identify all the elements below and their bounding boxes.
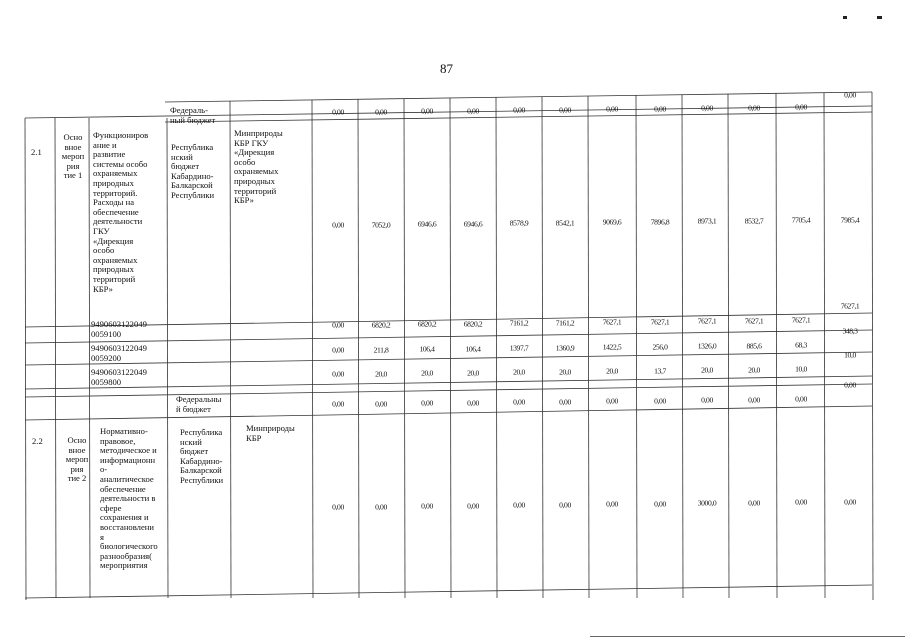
value-cell: 20,0	[748, 365, 760, 375]
table-rule	[89, 118, 90, 598]
table-rule	[25, 585, 872, 598]
table-rule	[25, 330, 872, 343]
value-cell: 211,8	[373, 345, 389, 355]
value-cell: 20,0	[467, 368, 479, 378]
table-rule	[872, 92, 873, 600]
table-rule	[682, 95, 683, 598]
value-cell: 0,00	[559, 500, 571, 510]
value-cell: 0,00	[606, 396, 618, 406]
value-cell: 20,0	[701, 365, 713, 375]
table-rule	[588, 96, 589, 598]
value-cell: 0,00	[332, 502, 344, 512]
value-cell: 0,00	[375, 107, 387, 117]
value-cell: 0,00	[844, 90, 856, 100]
funding-source-cell: Федеральны й бюджет	[176, 394, 222, 414]
value-cell: 6820,2	[417, 319, 437, 329]
budget-code-cell: 9490603122049 0059800	[91, 367, 147, 387]
value-cell: 10,0	[844, 350, 856, 360]
value-cell: 0,00	[467, 501, 479, 511]
event-name-cell: Нормативно- правовое, методическое и информационн о- аналитическое обеспечение деятельности в сфере сохранения и восстановлени я биологического разнообразия( мероприятия	[100, 426, 158, 571]
value-cell: 7627,1	[602, 317, 622, 327]
funding-source-cell: Федераль- ный бюджет	[170, 105, 216, 125]
value-cell: 13,7	[654, 366, 666, 376]
table-rule	[25, 352, 872, 365]
table-rule	[25, 118, 26, 600]
value-cell: 10,0	[795, 364, 807, 374]
table-rule	[55, 118, 56, 598]
value-cell: 7985,4	[840, 215, 860, 225]
value-cell: 0,00	[654, 396, 666, 406]
table-rule	[230, 101, 231, 598]
value-cell: 7161,2	[555, 318, 575, 328]
value-cell: 885,6	[746, 341, 762, 351]
value-cell: 0,00	[559, 397, 571, 407]
budget-code-cell: 9490603122049 0059200	[91, 343, 147, 363]
value-cell: 0,00	[513, 105, 525, 115]
value-cell: 1397,7	[509, 343, 529, 353]
value-cell: 0,00	[748, 498, 760, 508]
value-cell: 0,00	[513, 500, 525, 510]
value-cell: 20,0	[375, 369, 387, 379]
value-cell: 0,00	[332, 220, 344, 230]
executor-cell: Минприроды КБР	[246, 423, 295, 443]
value-cell: 0,00	[654, 104, 666, 114]
table-rule	[167, 118, 168, 598]
value-cell: 348,3	[842, 326, 858, 336]
table-rule	[824, 93, 825, 598]
value-cell: 1422,5	[602, 342, 622, 352]
event-status-cell: Осно вное мероп рия тие 1	[61, 132, 85, 181]
table-rule	[542, 97, 543, 598]
page-number: 87	[440, 61, 453, 76]
value-cell: 0,00	[748, 395, 760, 405]
table-rule	[496, 97, 497, 598]
value-cell: 7627,1	[744, 316, 764, 326]
value-cell: 0,00	[332, 345, 344, 355]
value-cell: 0,00	[421, 398, 433, 408]
value-cell: 9069,6	[602, 217, 622, 227]
value-cell: 7896,8	[650, 217, 670, 227]
value-cell: 7627,1	[697, 316, 717, 326]
value-cell: 106,4	[465, 344, 481, 354]
value-cell: 20,0	[606, 366, 618, 376]
value-cell: 0,00	[332, 369, 344, 379]
budget-code-cell: 9490603122049 0059100	[91, 319, 147, 339]
value-cell: 0,00	[795, 102, 807, 112]
value-cell: 0,00	[795, 394, 807, 404]
row-number-cell: 2.2	[32, 436, 43, 446]
value-cell: 8532,7	[744, 216, 764, 226]
value-cell: 7627,1	[650, 317, 670, 327]
value-cell: 0,00	[606, 104, 618, 114]
value-cell: 0,00	[421, 106, 433, 116]
row-number-cell: 2.1	[31, 147, 42, 157]
event-name-cell: Функциониров ание и развитие системы особо охраняемых природных территорий. Расходы на обеспечение деятельности ГКУ «Дирекция особо охраняемых природных территорий КБР»	[93, 130, 149, 294]
value-cell: 7705,4	[791, 215, 811, 225]
table-rule	[404, 99, 405, 598]
value-cell: 0,00	[375, 399, 387, 409]
value-cell: 0,00	[332, 320, 344, 330]
value-cell: 6820,2	[371, 320, 391, 330]
funding-source-cell: Республика нский бюджет Кабардино- Балкарской Республики	[171, 142, 215, 200]
value-cell: 8973,1	[697, 216, 717, 226]
table-rule	[25, 384, 872, 397]
value-cell: 6820,2	[463, 319, 483, 329]
value-cell: 106,4	[419, 344, 435, 354]
value-cell: 7161,2	[509, 318, 529, 328]
value-cell: 0,00	[795, 497, 807, 507]
table-rule	[358, 99, 359, 598]
value-cell: 20,0	[421, 368, 433, 378]
value-cell: 1360,9	[555, 343, 575, 353]
value-cell: 0,00	[701, 103, 713, 113]
value-cell: 7627,1	[840, 301, 860, 311]
value-cell: 256,0	[652, 342, 668, 352]
value-cell: 0,00	[467, 398, 479, 408]
table-rule	[25, 406, 872, 420]
value-cell: 7052,0	[371, 220, 391, 230]
value-cell: 0,00	[559, 105, 571, 115]
table-rule	[165, 92, 872, 102]
table-rule	[312, 100, 313, 598]
funding-source-cell: Республика нский бюджет Кабардино- Балкарской Республики	[180, 427, 224, 485]
table-rule	[450, 98, 451, 598]
table-rule	[25, 376, 872, 389]
value-cell: 0,00	[654, 499, 666, 509]
value-cell: 0,00	[606, 499, 618, 509]
executor-cell: Минприроды КБР ГКУ «Дирекция особо охраняемых природных территорий КБР»	[234, 128, 283, 206]
value-cell: 0,00	[513, 397, 525, 407]
table-rule	[636, 95, 637, 598]
value-cell: 0,00	[844, 497, 856, 507]
table-rule	[776, 93, 777, 598]
value-cell: 3000,0	[697, 498, 717, 508]
value-cell: 20,0	[513, 367, 525, 377]
value-cell: 6946,6	[417, 219, 437, 229]
value-cell: 7627,1	[791, 315, 811, 325]
value-cell: 20,0	[559, 367, 571, 377]
value-cell: 0,00	[701, 395, 713, 405]
value-cell: 0,00	[748, 103, 760, 113]
value-cell: 6946,6	[463, 219, 483, 229]
table-rule	[728, 94, 729, 598]
value-cell: 8542,1	[555, 218, 575, 228]
value-cell: 0,00	[332, 107, 344, 117]
value-cell: 1326,0	[697, 341, 717, 351]
value-cell: 0,00	[467, 106, 479, 116]
value-cell: 0,00	[844, 380, 856, 390]
value-cell: 68,3	[795, 340, 807, 350]
event-status-cell: Осно вное мероп рия тие 2	[65, 435, 89, 484]
page-bottom-rule	[590, 636, 905, 637]
table-rule	[25, 103, 872, 118]
value-cell: 0,00	[375, 502, 387, 512]
value-cell: 0,00	[332, 399, 344, 409]
value-cell: 8578,9	[509, 218, 529, 228]
value-cell: 0,00	[421, 501, 433, 511]
